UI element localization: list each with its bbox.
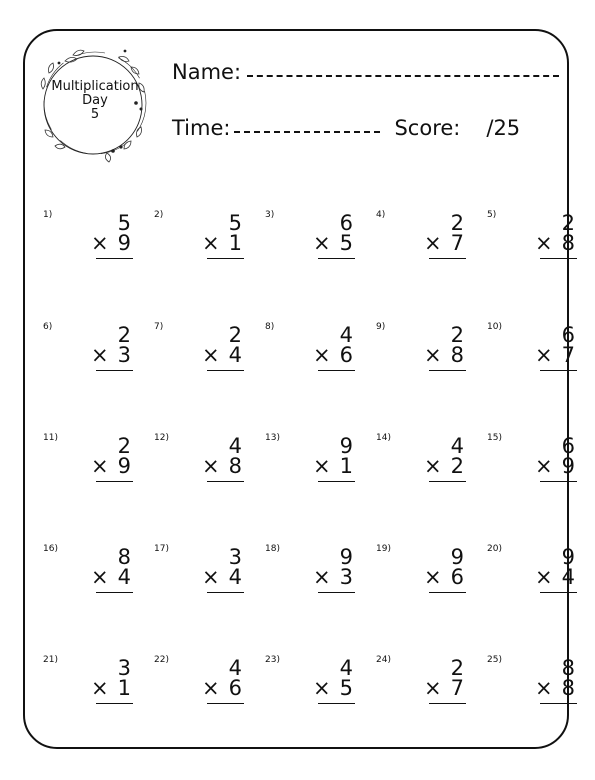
problem-bottom-row — [535, 566, 575, 588]
problem-number: 9) — [376, 322, 386, 332]
multiply-sign: × — [313, 454, 331, 478]
problem-top-number: 2 — [450, 656, 464, 680]
problem-bottom-row — [424, 232, 464, 254]
problem-item — [154, 322, 254, 392]
problem-number: 1) — [43, 210, 53, 220]
problem-bottom-row — [535, 344, 575, 366]
answer-line[interactable] — [96, 258, 133, 259]
problem-bottom-row — [424, 344, 464, 366]
problem-bottom-row — [424, 455, 464, 477]
badge-title: Multiplication — [51, 79, 139, 94]
problem-bottom-number: 7 — [450, 676, 464, 700]
problem-bottom-number: 1 — [339, 454, 353, 478]
problem-number: 24) — [376, 655, 391, 665]
problem-item — [376, 433, 476, 503]
problem-top-number: 4 — [339, 323, 353, 347]
problem-item — [487, 433, 587, 503]
problem-bottom-number: 3 — [117, 343, 131, 367]
problem-item — [487, 322, 587, 392]
problem-bottom-row — [535, 677, 575, 699]
problem-number: 6) — [43, 322, 53, 332]
problem-number: 20) — [487, 544, 502, 554]
problem-number: 25) — [487, 655, 502, 665]
answer-line[interactable] — [207, 481, 244, 482]
answer-line[interactable] — [207, 370, 244, 371]
problem-top-number: 9 — [561, 545, 575, 569]
multiply-sign: × — [91, 343, 109, 367]
multiply-sign: × — [424, 565, 442, 589]
time-row — [172, 116, 520, 140]
multiply-sign: × — [424, 231, 442, 255]
problem-top-number: 8 — [117, 545, 131, 569]
problem-top-number: 9 — [339, 434, 353, 458]
multiply-sign: × — [535, 231, 553, 255]
problem-item — [376, 655, 476, 725]
problem-top-number: 2 — [117, 323, 131, 347]
multiply-sign: × — [202, 454, 220, 478]
multiply-sign: × — [202, 676, 220, 700]
problem-bottom-row — [202, 232, 242, 254]
problem-item — [487, 655, 587, 725]
problem-bottom-row — [535, 232, 575, 254]
name-field[interactable] — [247, 75, 559, 77]
answer-line[interactable] — [429, 703, 466, 704]
multiply-sign: × — [313, 343, 331, 367]
multiply-sign: × — [91, 231, 109, 255]
problem-bottom-number: 6 — [339, 343, 353, 367]
problem-number: 19) — [376, 544, 391, 554]
problem-item — [43, 210, 143, 280]
answer-line[interactable] — [96, 481, 133, 482]
multiply-sign: × — [535, 565, 553, 589]
problem-bottom-number: 8 — [228, 454, 242, 478]
problem-top-number: 4 — [228, 434, 242, 458]
problem-bottom-row — [202, 455, 242, 477]
problem-bottom-number: 4 — [228, 343, 242, 367]
problem-bottom-row — [313, 677, 353, 699]
problem-number: 2) — [154, 210, 164, 220]
problem-bottom-number: 8 — [561, 676, 575, 700]
problem-bottom-row — [202, 566, 242, 588]
problem-number: 16) — [43, 544, 58, 554]
problem-bottom-number: 5 — [339, 676, 353, 700]
problem-top-number: 5 — [228, 211, 242, 235]
problem-bottom-number: 8 — [561, 231, 575, 255]
answer-line[interactable] — [96, 370, 133, 371]
problem-top-number: 3 — [228, 545, 242, 569]
problem-bottom-number: 9 — [117, 231, 131, 255]
problem-bottom-number: 6 — [450, 565, 464, 589]
problem-bottom-row — [424, 677, 464, 699]
problem-bottom-number: 4 — [117, 565, 131, 589]
problem-item — [376, 210, 476, 280]
answer-line[interactable] — [429, 370, 466, 371]
problem-top-number: 2 — [450, 323, 464, 347]
problem-top-number: 5 — [117, 211, 131, 235]
multiply-sign: × — [535, 343, 553, 367]
time-label: Time: — [172, 116, 231, 140]
problem-number: 7) — [154, 322, 164, 332]
problem-bottom-row — [91, 566, 131, 588]
multiply-sign: × — [424, 343, 442, 367]
problem-top-number: 9 — [339, 545, 353, 569]
problem-item — [265, 322, 365, 392]
problem-bottom-number: 7 — [450, 231, 464, 255]
problem-item — [154, 655, 254, 725]
answer-line[interactable] — [429, 258, 466, 259]
problem-item — [487, 210, 587, 280]
problem-top-number: 3 — [117, 656, 131, 680]
problem-top-number: 2 — [228, 323, 242, 347]
problem-top-number: 2 — [561, 211, 575, 235]
problem-bottom-row — [91, 677, 131, 699]
multiply-sign: × — [91, 454, 109, 478]
answer-line[interactable] — [318, 592, 355, 593]
problem-item — [154, 210, 254, 280]
problem-item — [43, 433, 143, 503]
problem-bottom-row — [91, 232, 131, 254]
multiply-sign: × — [313, 231, 331, 255]
problem-bottom-row — [202, 677, 242, 699]
problem-number: 13) — [265, 433, 280, 443]
multiply-sign: × — [535, 676, 553, 700]
problem-top-number: 9 — [450, 545, 464, 569]
answer-line[interactable] — [207, 592, 244, 593]
problem-bottom-row — [202, 344, 242, 366]
problem-number: 22) — [154, 655, 169, 665]
problem-number: 10) — [487, 322, 502, 332]
badge-day-label: Day — [82, 93, 108, 108]
multiply-sign: × — [91, 565, 109, 589]
name-row — [172, 60, 559, 84]
answer-line[interactable] — [96, 703, 133, 704]
multiply-sign: × — [202, 343, 220, 367]
multiply-sign: × — [202, 565, 220, 589]
problem-bottom-number: 1 — [117, 676, 131, 700]
multiply-sign: × — [313, 565, 331, 589]
problem-item — [265, 544, 365, 614]
answer-line[interactable] — [429, 481, 466, 482]
problem-number: 11) — [43, 433, 58, 443]
multiply-sign: × — [424, 454, 442, 478]
problem-item — [265, 210, 365, 280]
problem-item — [154, 544, 254, 614]
problem-bottom-row — [313, 566, 353, 588]
answer-line[interactable] — [207, 258, 244, 259]
problem-number: 21) — [43, 655, 58, 665]
problem-bottom-number: 6 — [228, 676, 242, 700]
answer-line[interactable] — [318, 703, 355, 704]
badge-day-number: 5 — [90, 107, 100, 122]
problem-bottom-number: 3 — [339, 565, 353, 589]
answer-line[interactable] — [540, 592, 577, 593]
problem-item — [154, 433, 254, 503]
problem-bottom-number: 8 — [450, 343, 464, 367]
name-label: Name: — [172, 60, 242, 84]
problem-bottom-row — [424, 566, 464, 588]
score-label: Score: — [394, 116, 461, 140]
time-field[interactable] — [234, 131, 380, 133]
problem-top-number: 6 — [561, 434, 575, 458]
answer-line[interactable] — [429, 592, 466, 593]
day-badge — [35, 80, 155, 122]
problem-top-number: 2 — [450, 211, 464, 235]
answer-line[interactable] — [207, 703, 244, 704]
problem-top-number: 6 — [339, 211, 353, 235]
problem-number: 15) — [487, 433, 502, 443]
multiply-sign: × — [91, 676, 109, 700]
problem-top-number: 6 — [561, 323, 575, 347]
problem-bottom-number: 1 — [228, 231, 242, 255]
answer-line[interactable] — [318, 370, 355, 371]
problem-top-number: 2 — [117, 434, 131, 458]
answer-line[interactable] — [318, 258, 355, 259]
problem-item — [265, 433, 365, 503]
problem-top-number: 4 — [228, 656, 242, 680]
problem-bottom-number: 7 — [561, 343, 575, 367]
problem-bottom-row — [91, 455, 131, 477]
problem-number: 17) — [154, 544, 169, 554]
problem-number: 23) — [265, 655, 280, 665]
multiply-sign: × — [202, 231, 220, 255]
problem-bottom-row — [535, 455, 575, 477]
problem-number: 4) — [376, 210, 386, 220]
problem-bottom-row — [313, 232, 353, 254]
problem-bottom-number: 9 — [561, 454, 575, 478]
problem-bottom-number: 2 — [450, 454, 464, 478]
problem-item — [376, 322, 476, 392]
multiply-sign: × — [313, 676, 331, 700]
problem-top-number: 4 — [339, 656, 353, 680]
problem-item — [43, 322, 143, 392]
problem-item — [265, 655, 365, 725]
problem-number: 14) — [376, 433, 391, 443]
problem-top-number: 4 — [450, 434, 464, 458]
answer-line[interactable] — [540, 370, 577, 371]
multiply-sign: × — [535, 454, 553, 478]
problem-item — [43, 655, 143, 725]
answer-line[interactable] — [318, 481, 355, 482]
answer-line[interactable] — [96, 592, 133, 593]
problem-number: 5) — [487, 210, 497, 220]
problem-item — [487, 544, 587, 614]
problem-number: 18) — [265, 544, 280, 554]
problem-bottom-number: 4 — [561, 565, 575, 589]
problem-bottom-row — [91, 344, 131, 366]
answer-line[interactable] — [540, 703, 577, 704]
problem-number: 3) — [265, 210, 275, 220]
problem-bottom-number: 5 — [339, 231, 353, 255]
problem-top-number: 8 — [561, 656, 575, 680]
problem-number: 8) — [265, 322, 275, 332]
problem-item — [43, 544, 143, 614]
problem-bottom-number: 4 — [228, 565, 242, 589]
answer-line[interactable] — [540, 258, 577, 259]
problem-bottom-row — [313, 344, 353, 366]
problem-bottom-number: 9 — [117, 454, 131, 478]
problem-item — [376, 544, 476, 614]
problem-number: 12) — [154, 433, 169, 443]
answer-line[interactable] — [540, 481, 577, 482]
multiply-sign: × — [424, 676, 442, 700]
problem-bottom-row — [313, 455, 353, 477]
score-value: /25 — [486, 116, 521, 140]
